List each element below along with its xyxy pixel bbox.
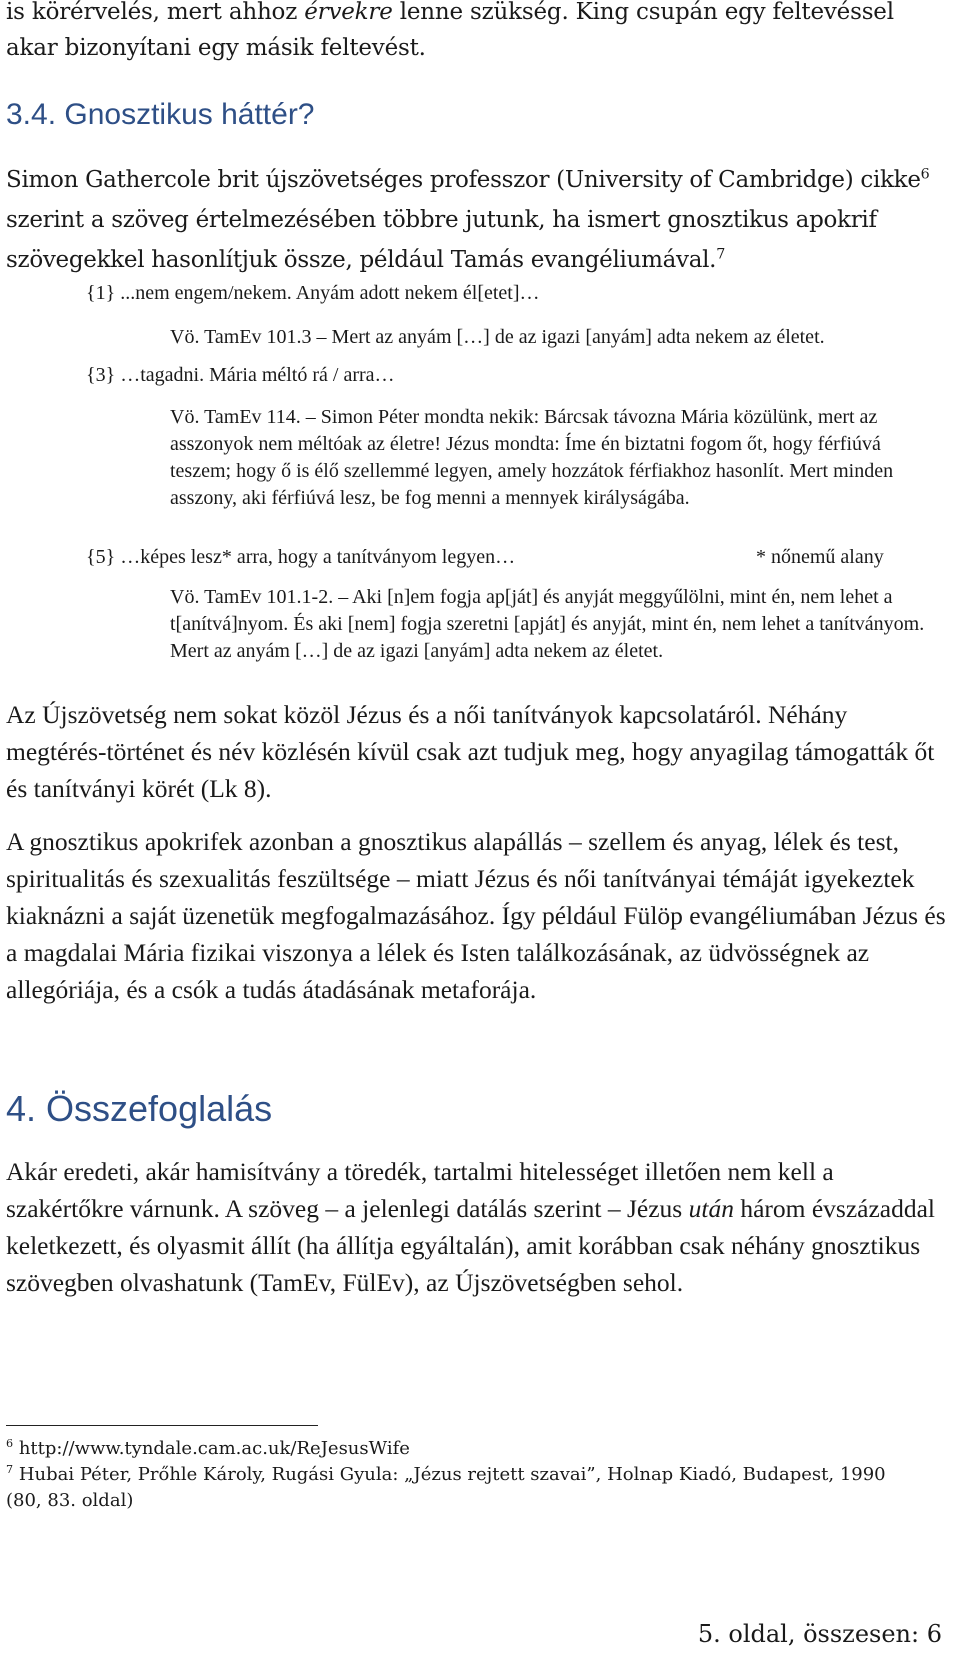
paragraph-text-cont: szerint a szöveg értelmezésében többre jutunk, ha ismert gnosztikus apokrif szövegekkel hasonlítjuk össze, például Tamás evangéliumával. [6,207,877,273]
summary-paragraph [6,1153,950,1301]
comparison-5: Vö. TamEv 101.1-2. – Aki [n]em fogja ap[ját] és anyját meggyűlölni, mint én, nem lehet a t[anítvá]nyom. És aki [nem] fogja szeretni [apját] és anyját, mint én, nem lehet a tanítványom. Mert az anyám […] de az igazi [anyám] adta nekem az életet. [170,586,925,662]
footnote-link[interactable]: http://www.tyndale.cam.ac.uk/ReJesusWife [13,1438,410,1459]
footnote-number: 7 [6,1463,14,1476]
fragment-line-1: {1} ...nem engem/nekem. Anyám adott nekem él[etet]… [86,282,540,304]
fragment-note: * nőnemű alany [756,546,884,568]
fragment-line-5: {5} …képes lesz* arra, hogy a tanítványom legyen… [86,546,516,568]
footnote-number: 6 [6,1437,14,1450]
fragment-line-3: {3} …tagadni. Mária méltó rá / arra… [86,364,395,386]
summary-emphasis: után [688,1194,734,1223]
footnote-ref-6[interactable]: 6 [920,166,930,183]
summary-text: Akár eredeti, akár hamisítvány a töredék, tartalmi hitelességet illetően nem kell a szakértőkre várnunk. A szöveg – a jelenlegi datálás szerint – Jézus [6,1157,834,1223]
main-paragraph-2: A gnosztikus apokrifek azonban a gnosztikus alapállás – szellem és anyag, lélek és test, spiritualitás és szexualitás feszültsége – miatt Jézus és női tanítványai témáját igyekeztek kiaknázni a saját üzenetük megfogalmazásához. Így például Fülöp evangéliumában Jézus és a magdalai Mária fizikai viszonya a lélek és Isten találkozásának, az üdvösségnek az allegóriája, és a csók a tudás átadásának metaforája. [6,827,946,1004]
intro-text-cont: lenne szükség. King csupán egy feltevéssel akar bizonyítani egy másik feltevést. [6,0,894,61]
summary-text-cont: három évszázaddal keletkezett, és olyasmit állít (ha állítja egyáltalán), amit korábban csak néhány gnosztikus szövegben olvashatunk (TamEv, FülEv), az Újszövetségben sehol. [6,1194,936,1297]
footnote-ref-7[interactable]: 7 [716,246,725,263]
intro-emphasis: érvekre [304,0,393,25]
section-heading-3-4: 3.4. Gnosztikus háttér? [6,98,315,131]
intro-text: is körérvelés, mert ahhoz [6,0,305,25]
footnote-text: Hubai Péter, Prőhle Károly, Rugási Gyula: „Jézus rejtett szavai”, Holnap Kiadó, Budapest, 1990 (80, 83. oldal) [6,1464,886,1511]
footnote-7 [6,1462,906,1514]
main-paragraph-1: Az Újszövetség nem sokat közöl Jézus és a női tanítványok kapcsolatáról. Néhány megtérés-történet és név közlésén kívül csak azt tudjuk meg, hogy anyagilag támogatták őt és tanítványi körét (Lk 8). [6,700,935,803]
intro-paragraph [6,0,946,66]
section-3-4-paragraph [6,160,950,280]
section-heading-4: 4. Összefoglalás [6,1088,273,1129]
fragment-comparison-block [86,282,946,702]
footnote-divider [6,1425,318,1426]
footnote-6 [6,1436,906,1462]
comparison-3: Vö. TamEv 114. – Simon Péter mondta nekik: Bárcsak távozna Mária közülünk, mert az asszonyok nem méltóak az életre! Jézus mondta: Íme én biztatni fogom őt, hogy férfiúvá teszem; hogy ő is élő szellemmé legyen, amely hozzátok férfiakhoz hasonlít. Mert minden asszony, aki férfiúvá lesz, be fog menni a mennyek királyságába. [170,406,894,509]
paragraph-text: Simon Gathercole brit újszövetséges professzor (University of Cambridge) cikke [6,167,921,193]
comparison-1: Vö. TamEv 101.3 – Mert az anyám […] de az igazi [anyám] adta nekem az életet. [170,326,825,348]
page-number: 5. oldal, összesen: 6 [697,1620,942,1648]
